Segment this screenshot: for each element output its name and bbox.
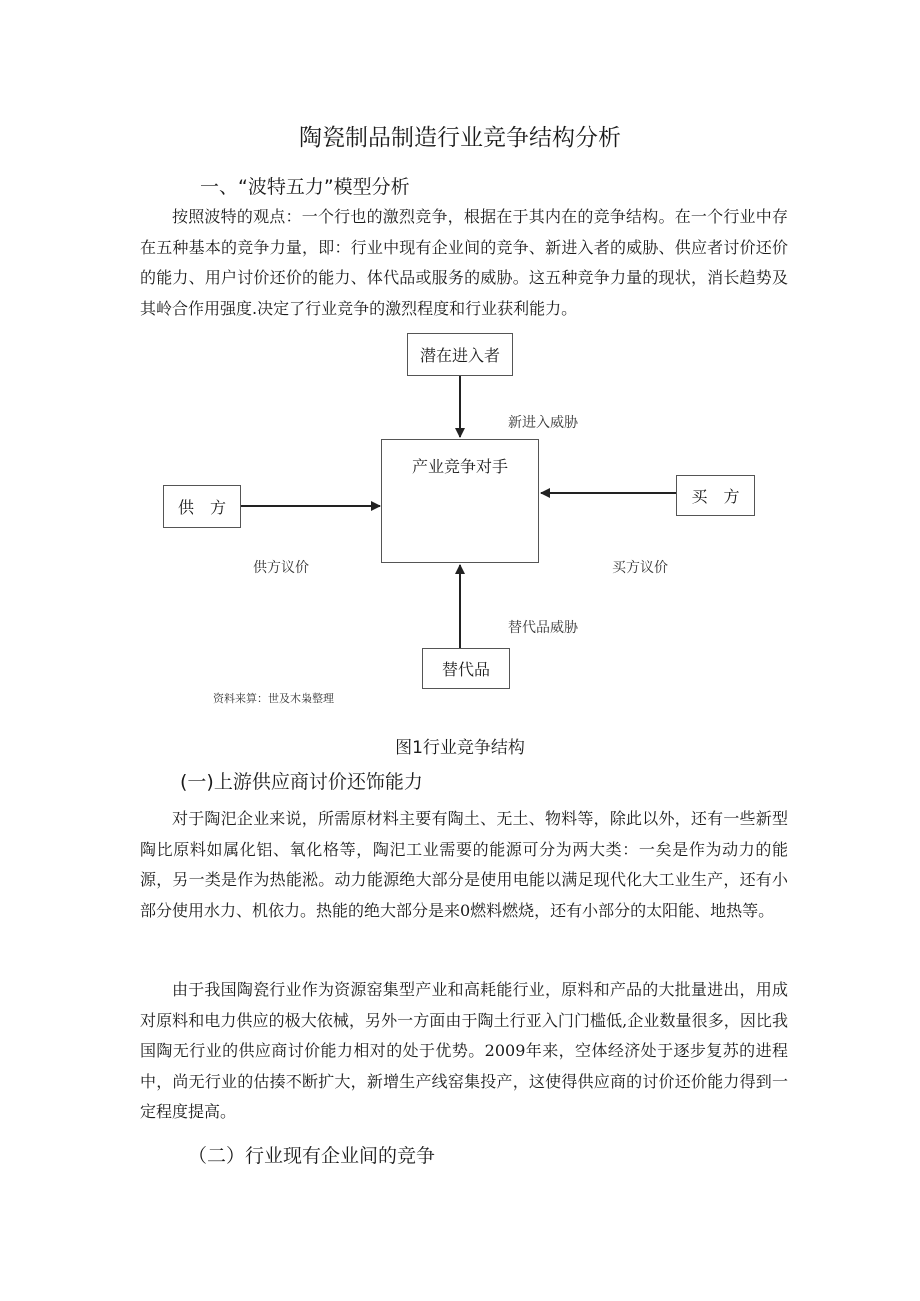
label-buyer-bargain: 买方议价 bbox=[612, 560, 668, 576]
diagram-source-note: 资料来算：世及木枭整理 bbox=[213, 692, 334, 705]
figure-caption: 图1行业竞争结构 bbox=[395, 738, 525, 758]
section-heading-suppliers: (一)上游供应商讨价还饰能力 bbox=[180, 771, 423, 793]
label-substitute-threat: 替代品威胁 bbox=[508, 620, 578, 636]
suppliers-paragraph-2: 由于我国陶瓷行业作为资源窑集型产业和高耗能行业，原料和产品的大批量进出，用成对原料和电力供应的极大依械，另外一方面由于陶土行亚入门门槛低,企业数量很多，因比我国陶无行业的供应商讨价能力相对的处于优势。2009年来，空体经济处于逐步复苏的进程中，尚无行业的估揍不断扩大，新增生产线窑集投产，这使得供应商的讨价还价能力得到一定程度提高。 bbox=[140, 980, 788, 1121]
box-substitutes: 替代品 bbox=[422, 648, 510, 689]
document-title: 陶瓷制品制造行业竞争结构分析 bbox=[299, 125, 621, 151]
section-heading-porter: 一、“波特五力”模型分析 bbox=[200, 176, 410, 198]
label-supplier-bargain: 供方议价 bbox=[253, 560, 309, 576]
box-supplier: 供 方 bbox=[163, 485, 241, 528]
intro-paragraph: 按照波特的观点：一个行也的激烈竞争，根据在于其内在的竞争结构。在一个行业中存在五种基本的竞争力量，即：行业中现有企业间的竞争、新进入者的威胁、供应者讨价还价的能力、用户讨价还价的能力、体代品或服务的威胁。这五种竞争力量的现状，消长趋势及其岭合作用强度.决定了行业竞争的激烈程度和行业获利能力。 bbox=[140, 207, 788, 318]
box-buyer: 买 方 bbox=[676, 475, 755, 516]
label-new-entry-threat: 新进入威胁 bbox=[508, 415, 578, 431]
section-heading-rivalry: （二）行业现有企业间的竞争 bbox=[188, 1145, 436, 1167]
box-potential-entrants: 潜在进入者 bbox=[407, 333, 513, 376]
box-industry-rivals: 产业竞争对手 bbox=[381, 439, 539, 563]
suppliers-paragraph-1: 对于陶汜企业来说，所需原材料主要有陶土、无土、物料等，除此以外，还有一些新型陶比原料如属化铝、氧化格等，陶汜工业需要的能源可分为两大类：一矣是作为动力的能源，另一类是作为热能淞。动力能源绝大部分是使用电能以满足现代化大工业生产，还有小部分使用水力、机依力。热能的绝大部分是来0燃料燃烧，还有小部分的太阳能、地热等。 bbox=[140, 809, 788, 920]
